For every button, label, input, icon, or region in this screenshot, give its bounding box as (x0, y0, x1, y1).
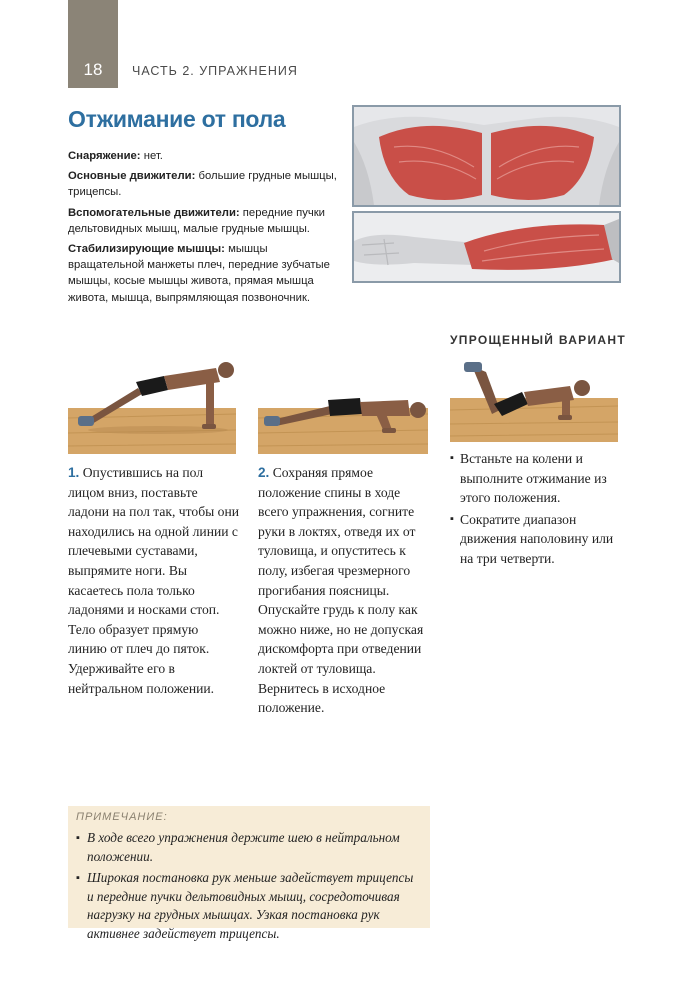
step-number: 1. (68, 465, 80, 480)
simplified-variant-list (450, 449, 620, 571)
note-box (68, 806, 430, 941)
spec-primary-movers (68, 168, 343, 200)
chest-muscle-illustration (352, 105, 621, 207)
list-item: ▪ В ходе всего упражнения держите шею в нейтральном положении. (76, 829, 421, 866)
spec-label: Основные движители: (68, 170, 196, 183)
spec-value: мышцы вращательной манжеты плеч, передние зубчатые мышцы, косые мышцы живота, прямая мышца живота, мышца, выпрямляющая позвоночник. (68, 243, 330, 304)
exercise-title: Отжимание от пола (68, 106, 286, 132)
list-item: ▪ Сократите диапазон движения наполовину или на три четверти. (450, 510, 620, 569)
page-number: 18 (83, 60, 103, 79)
simplified-variant-heading: УПРОЩЕННЫЙ ВАРИАНТ (450, 333, 626, 347)
arm-muscle-illustration (352, 211, 621, 283)
step-number: 2. (258, 465, 270, 480)
exercise-specs (68, 148, 343, 310)
pushup-start-photo (68, 358, 236, 454)
spec-equipment (68, 148, 343, 164)
spec-label: Вспомогательные движители: (68, 206, 240, 219)
knee-pushup-photo (450, 358, 618, 442)
step-text: Опустившись на пол лицом вниз, поставьте ладони на пол так, чтобы они находились на одной линии с плечевыми суставами, выпрямите ноги. Вы касаетесь пола только ладонями и носками стоп. Тело образует прямую линию от плеч до пяток. Удерживайте его в нейтральном положении. (68, 465, 239, 696)
note-heading: ПРИМЕЧАНИЕ: (76, 811, 168, 823)
list-item: ▪ Встаньте на колени и выполните отжимание из этого положения. (450, 449, 620, 508)
note-list (76, 829, 421, 947)
page-number-tab (68, 0, 118, 88)
step-2 (258, 463, 430, 718)
chapter-title: ЧАСТЬ 2. УПРАЖНЕНИЯ (132, 64, 298, 78)
spec-stabilizers (68, 241, 343, 306)
pushup-lowered-photo (258, 358, 428, 454)
spec-value: большие грудные мышцы, трицепсы. (68, 170, 337, 199)
spec-value: передние пучки дельтовидных мышц, малые грудные мышцы. (68, 206, 325, 235)
spec-label: Снаряжение: (68, 150, 141, 162)
step-1 (68, 463, 240, 698)
step-text: Сохраняя прямое положение спины в ходе всего упражнения, согните руки в локтях, отведя их от туловища, и опуститесь к полу, избегая чрезмерного прогибания поясницы. Опускайте грудь к полу как можно ниже, но не допуская дискомфорта при отведении локтей от туловища. Вернитесь в исходное положение. (258, 465, 424, 716)
spec-secondary-movers (68, 205, 343, 237)
spec-label: Стабилизирующие мышцы: (68, 243, 225, 256)
spec-value: нет. (140, 150, 163, 162)
list-item: ▪ Широкая постановка рук меньше задействует трицепсы и передние пучки дельтовидных мышц, сосредоточивая нагрузку на грудных мышцах. Узкая постановка рук активнее задействует трицепсы. (76, 869, 421, 943)
